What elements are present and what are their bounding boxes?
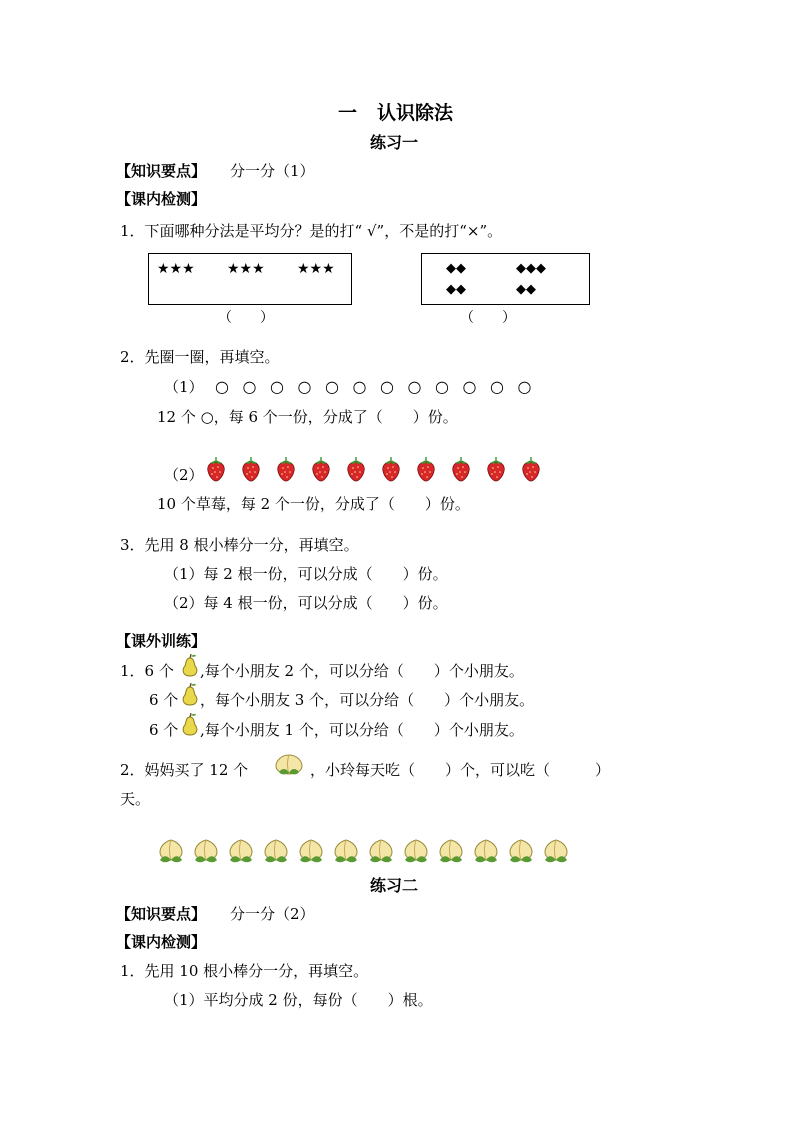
q4-line1-pre: 1．6 个 — [120, 662, 174, 680]
pear-icon — [180, 654, 200, 678]
q3-part1: （1）每 2 根一份，可以分成（ ）份。 — [164, 565, 448, 583]
diamond-group: ◆◆◆ — [516, 261, 546, 276]
q2-part2-sentence: 10 个草莓，每 2 个一份，分成了（ ）份。 — [157, 495, 470, 513]
ex2-q1-part1: （1）平均分成 2 份，每份（ ）根。 — [164, 991, 433, 1009]
peach-icon — [191, 836, 226, 864]
circle-icon: ○ — [297, 377, 312, 396]
pear-icon — [180, 713, 200, 737]
q5-line1-mid: ，小玲每天吃（ ）个，可以吃（ ） — [310, 761, 611, 779]
strawberry-icon — [205, 456, 240, 482]
strawberry-icon — [415, 456, 450, 482]
answer-blank-a[interactable]: （ ） — [218, 310, 274, 326]
circle-icon: ○ — [325, 377, 339, 396]
peach-icon — [401, 836, 436, 864]
q5-line1-pre: 2．妈妈买了 12 个 — [120, 761, 249, 779]
strawberry-row — [205, 456, 555, 482]
circle-icon: ○ — [270, 377, 284, 396]
circle-icon: ○ — [380, 377, 394, 396]
peach-icon — [156, 836, 191, 864]
circle-icon: ○ — [462, 377, 477, 396]
circle-icon: ○ — [517, 377, 532, 396]
q2-part2-label: （2） — [164, 466, 204, 484]
peach-icon — [296, 836, 331, 864]
peach-icon — [366, 836, 401, 864]
strawberry-icon — [520, 456, 555, 482]
peach-icon — [506, 836, 541, 864]
outclass-label: 【课外训练】 — [116, 632, 207, 650]
question-1-text: 1．下面哪种分法是平均分？是的打“ √”，不是的打“×”。 — [120, 222, 503, 240]
unit-number: 一 — [338, 102, 358, 124]
strawberry-icon — [310, 456, 345, 482]
peach-icon — [261, 836, 296, 864]
knowledge-text: 分一分（1） — [230, 162, 315, 180]
peach-icon — [471, 836, 506, 864]
question-3-text: 3．先用 8 根小棒分一分，再填空。 — [120, 536, 359, 554]
question-2-text: 2．先圈一圈，再填空。 — [120, 348, 280, 366]
star-group: ★★★ — [227, 261, 265, 277]
circle-icon: ○ — [435, 377, 449, 396]
circle-icon: ○ — [407, 377, 422, 396]
strawberry-icon — [240, 456, 275, 482]
inclass-label: 【课内检测】 — [116, 190, 207, 208]
strawberry-icon — [345, 456, 380, 482]
pear-icon — [180, 683, 200, 707]
knowledge-label: 【知识要点】 — [116, 162, 207, 180]
q4-line1-post: ,每个小朋友 2 个，可以分给（ ）个小朋友。 — [200, 662, 524, 680]
diamond-box — [421, 253, 590, 305]
circle-icon: ○ — [215, 377, 229, 396]
q4-line3-post: ,每个小朋友 1 个，可以分给（ ）个小朋友。 — [200, 721, 524, 739]
star-box — [148, 253, 352, 305]
circle-icon: ○ — [242, 377, 257, 396]
peach-icon — [273, 750, 305, 776]
strawberry-icon — [450, 456, 485, 482]
q4-line3-pre: 6 个 — [149, 721, 179, 739]
strawberry-icon — [275, 456, 310, 482]
star-group: ★★★ — [297, 261, 335, 277]
q4-line2-pre: 6 个 — [149, 691, 179, 709]
knowledge-label-2: 【知识要点】 — [116, 905, 207, 923]
peach-row — [156, 836, 576, 864]
answer-blank-b[interactable]: （ ） — [460, 310, 516, 326]
q2-part1-sentence: 12 个 ○，每 6 个一份，分成了（ ）份。 — [157, 408, 458, 426]
peach-icon — [541, 836, 576, 864]
q2-part1-label: （1） — [164, 378, 204, 396]
q4-line2-post: ，每个小朋友 3 个，可以分给（ ）个小朋友。 — [200, 691, 535, 709]
peach-icon — [436, 836, 471, 864]
diamond-group: ◆◆ — [516, 282, 536, 297]
q5-line2: 天。 — [120, 790, 151, 808]
peach-icon — [226, 836, 261, 864]
exercise2-title: 练习二 — [370, 876, 419, 895]
strawberry-icon — [380, 456, 415, 482]
strawberry-icon — [485, 456, 520, 482]
circle-icon: ○ — [490, 377, 504, 396]
q3-part2: （2）每 4 根一份，可以分成（ ）份。 — [164, 594, 448, 612]
circle-icon: ○ — [352, 377, 367, 396]
inclass-label-2: 【课内检测】 — [116, 933, 207, 951]
page-title: 认识除法 — [377, 102, 454, 124]
knowledge-text-2: 分一分（2） — [230, 905, 315, 923]
circle-row — [215, 379, 545, 395]
ex2-question-1-text: 1．先用 10 根小棒分一分，再填空。 — [120, 962, 369, 980]
peach-icon — [331, 836, 366, 864]
diamond-group: ◆◆ — [446, 261, 466, 276]
diamond-group: ◆◆ — [446, 282, 466, 297]
exercise1-title: 练习一 — [370, 133, 419, 152]
star-group: ★★★ — [157, 261, 195, 277]
